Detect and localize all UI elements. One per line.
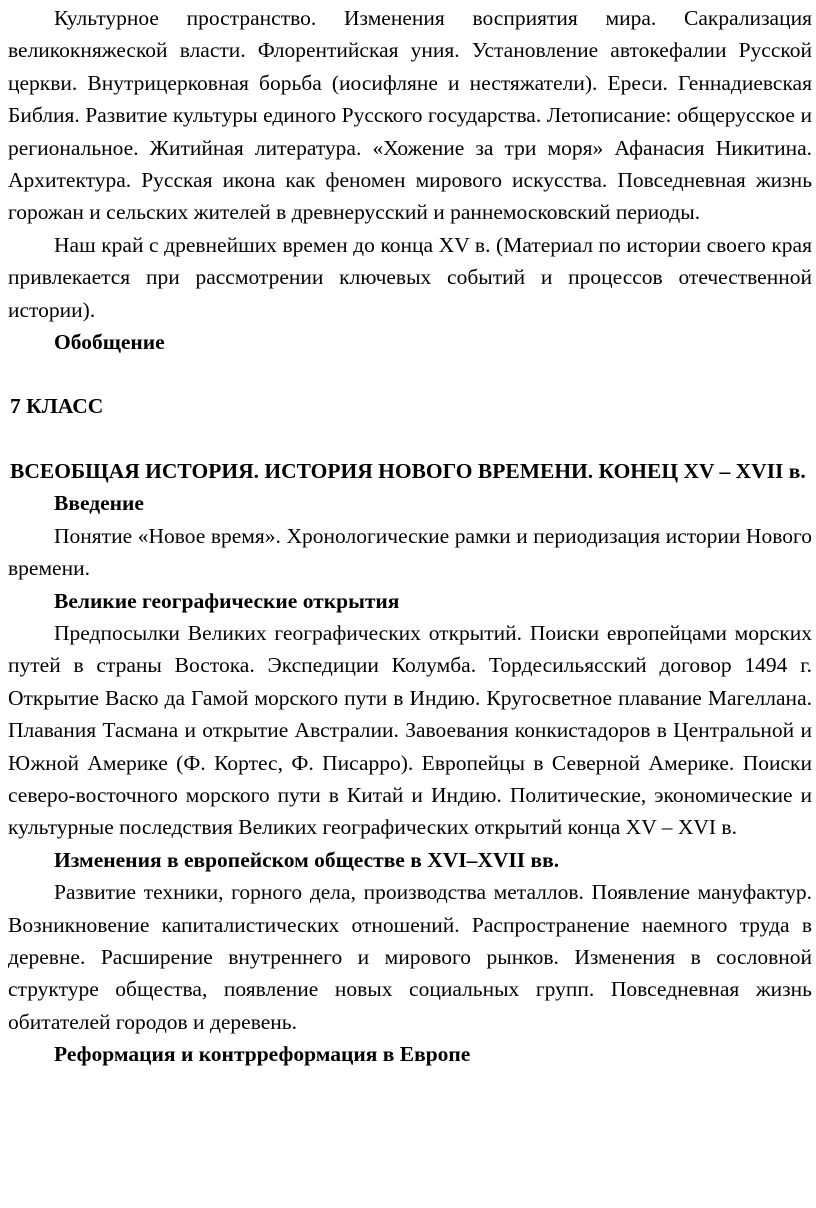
discoveries-paragraph: Предпосылки Великих географических открытий. Поиски европейцами морских путей в страны Востока. Экспедиции Колумба. Тордесильясский договор 1494 г. Открытие Васко да Гамой морского пути в Индию. Кругосветное плавание Магеллана. Плавания Тасмана и открытие Австралии. Завоевания конкистадоров в Центральной и Южной Америке (Ф. Кортес, Ф. Писарро). Европейцы в Северной Америке. Поиски северо-восточного морского пути в Китай и Индию. Политические, экономические и культурные последствия Великих географических открытий конца XV – XVI в. [8, 620, 812, 840]
spacer [8, 423, 812, 455]
society-changes-paragraph: Развитие техники, горного дела, производства металлов. Появление мануфактур. Возникновение капиталистических отношений. Распространение наемного труда в деревне. Расширение внутреннего и мирового рынков. Изменения в сословной структуре общества, появление новых социальных групп. Повседневная жизнь обитателей городов и деревень. [8, 880, 812, 1034]
summary-heading: Обобщение [54, 330, 165, 355]
document-page [8, 2, 812, 1071]
intro-paragraph: Понятие «Новое время». Хронологические рамки и периодизация истории Нового времени. [8, 523, 812, 581]
society-changes-heading: Изменения в европейском обществе в XVI–XVII вв. [54, 847, 560, 872]
section-title: ВСЕОБЩАЯ ИСТОРИЯ. ИСТОРИЯ НОВОГО ВРЕМЕНИ. КОНЕЦ XV – XVII в. [10, 458, 806, 483]
intro-heading: Введение [54, 491, 144, 516]
spacer [8, 358, 812, 390]
native-land-paragraph: Наш край с древнейших времен до конца XV в. (Материал по истории своего края привлекается при рассмотрении ключевых событий и процессов отечественной истории). [8, 232, 812, 322]
discoveries-heading: Великие географические открытия [54, 588, 400, 613]
reformation-heading: Реформация и контрреформация в Европе [54, 1042, 471, 1067]
grade-heading: 7 КЛАСС [10, 394, 104, 419]
culture-paragraph: Культурное пространство. Изменения восприятия мира. Сакрализация великокняжеской власти. Флорентийская уния. Установление автокефалии Русской церкви. Внутрицерковная борьба (иосифляне и нестяжатели). Ереси. Геннадиевская Библия. Развитие культуры единого Русского государства. Летописание: общерусское и региональное. Житийная литература. «Хожение за три моря» Афанасия Никитина. Архитектура. Русская икона как феномен мирового искусства. Повседневная жизнь горожан и сельских жителей в древнерусский и раннемосковский периоды. [8, 6, 812, 225]
